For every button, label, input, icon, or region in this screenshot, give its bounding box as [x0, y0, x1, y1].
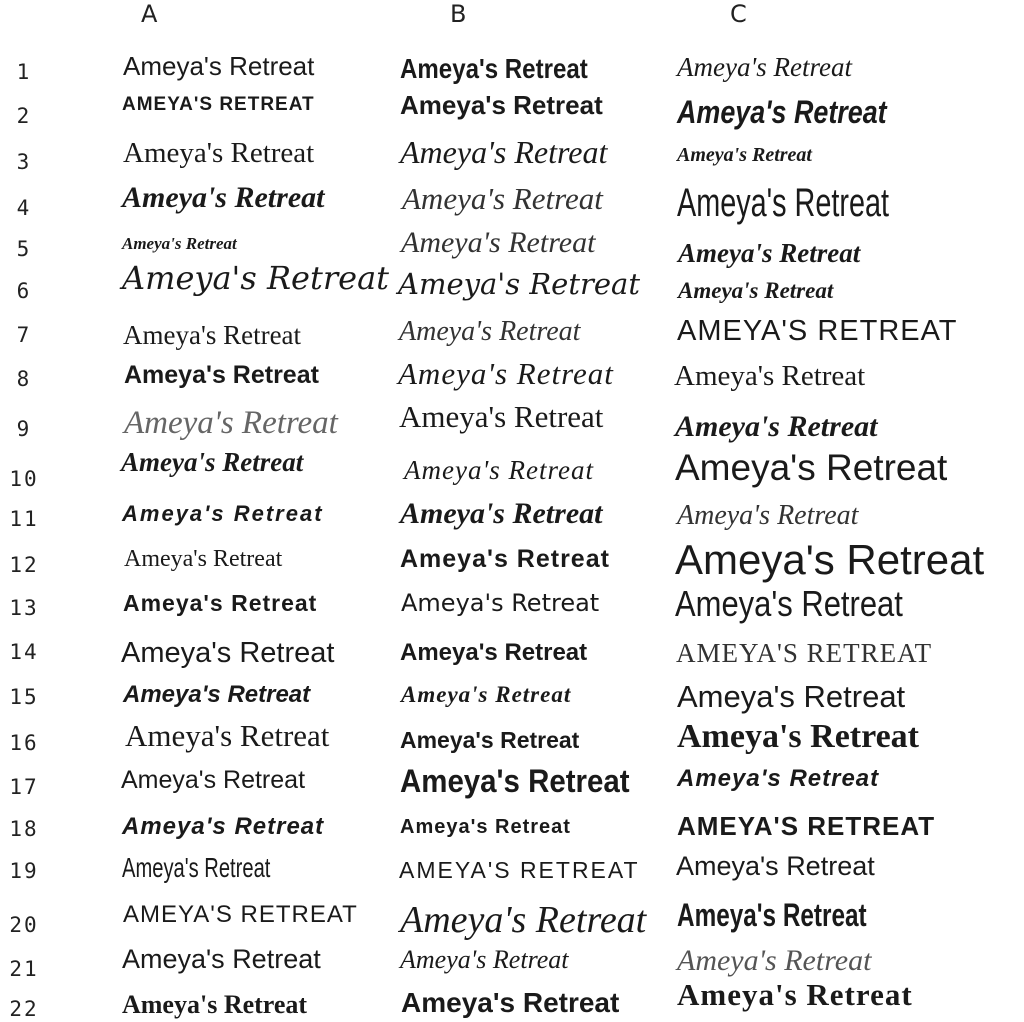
sample-a4: Ameya's Retreat	[122, 181, 325, 214]
sample-b21: Ameya's Retreat	[400, 945, 569, 974]
sample-b19: AMEYA'S RETREAT	[399, 857, 640, 883]
sample-a14: Ameya's Retreat	[121, 637, 335, 669]
sample-c9: Ameya's Retreat	[675, 410, 878, 443]
row-number-9: 9	[16, 417, 32, 441]
sample-a7: Ameya's Retreat	[123, 320, 302, 350]
sample-a2: AMEYA'S RETREAT	[122, 94, 315, 115]
row-number-13: 13	[9, 596, 39, 620]
column-header-b: B	[450, 0, 467, 28]
sample-c13: Ameya's Retreat	[675, 583, 903, 624]
row-number-21: 21	[9, 957, 39, 981]
sample-c21: Ameya's Retreat	[677, 944, 872, 977]
sample-b6: Ameya's Retreat	[398, 267, 640, 301]
sample-c14: AMEYA'S RETREAT	[676, 638, 933, 668]
row-number-14: 14	[9, 640, 39, 664]
sample-b14: Ameya's Retreat	[400, 639, 588, 666]
sample-b18: Ameya's Retreat	[400, 816, 571, 838]
sample-c8: Ameya's Retreat	[674, 360, 866, 392]
sample-a8: Ameya's Retreat	[124, 361, 319, 389]
sample-c11: Ameya's Retreat	[677, 500, 859, 531]
row-number-5: 5	[16, 237, 32, 261]
sample-b10: Ameya's Retreat	[404, 455, 594, 485]
sample-c1: Ameya's Retreat	[677, 52, 852, 82]
column-header-c: C	[730, 0, 747, 28]
sample-a16: Ameya's Retreat	[125, 718, 330, 753]
sample-c2: Ameya's Retreat	[677, 94, 887, 130]
row-number-22: 22	[9, 997, 39, 1021]
sample-b13: Ameya's Retreat	[401, 589, 600, 617]
row-number-3: 3	[16, 150, 32, 174]
sample-b3: Ameya's Retreat	[400, 134, 608, 170]
sample-c18: AMEYA'S RETREAT	[677, 811, 936, 841]
sample-a20: AMEYA'S RETREAT	[123, 901, 358, 928]
sample-c22: Ameya's Retreat	[677, 977, 913, 1012]
row-number-18: 18	[9, 817, 39, 841]
sample-b12: Ameya's Retreat	[400, 545, 610, 573]
row-number-2: 2	[16, 104, 32, 128]
sample-a13: Ameya's Retreat	[123, 590, 318, 616]
sample-c4: Ameya's Retreat	[677, 181, 889, 225]
sample-c16: Ameya's Retreat	[677, 718, 920, 755]
row-number-12: 12	[9, 553, 39, 577]
row-number-8: 8	[16, 367, 32, 391]
sample-b8: Ameya's Retreat	[398, 356, 614, 391]
sample-a6: Ameya's Retreat	[122, 259, 389, 297]
row-number-11: 11	[9, 507, 39, 531]
sample-a21: Ameya's Retreat	[122, 944, 321, 974]
sample-a15: Ameya's Retreat	[123, 681, 311, 708]
sample-b17: Ameya's Retreat	[400, 763, 630, 799]
sample-a18: Ameya's Retreat	[122, 813, 325, 840]
sample-a10: Ameya's Retreat	[121, 447, 304, 477]
sample-c12: Ameya's Retreat	[675, 536, 985, 583]
sample-c20: Ameya's Retreat	[677, 897, 867, 933]
sample-b15: Ameya's Retreat	[401, 682, 572, 707]
sample-b5: Ameya's Retreat	[401, 226, 596, 259]
row-number-15: 15	[9, 685, 39, 709]
row-number-10: 10	[9, 467, 39, 491]
sample-a11: Ameya's Retreat	[122, 501, 324, 526]
sample-a5: Ameya's Retreat	[122, 234, 237, 253]
row-number-16: 16	[9, 731, 39, 755]
row-number-20: 20	[9, 913, 39, 937]
sample-c6: Ameya's Retreat	[678, 278, 834, 303]
row-number-7: 7	[16, 323, 32, 347]
sample-a3: Ameya's Retreat	[123, 137, 315, 169]
sample-b2: Ameya's Retreat	[400, 90, 603, 120]
sample-a19: Ameya's Retreat	[122, 852, 271, 883]
row-number-19: 19	[9, 859, 39, 883]
sample-a12: Ameya's Retreat	[124, 546, 283, 572]
sample-a9: Ameya's Retreat	[124, 405, 338, 441]
sample-b22: Ameya's Retreat	[401, 987, 620, 1018]
row-number-17: 17	[9, 775, 39, 799]
sample-b4: Ameya's Retreat	[402, 181, 603, 216]
sample-c3: Ameya's Retreat	[677, 144, 812, 166]
sample-b20: Ameya's Retreat	[400, 899, 647, 941]
sample-b11: Ameya's Retreat	[400, 497, 603, 530]
sample-c17: Ameya's Retreat	[677, 765, 880, 792]
sample-a22: Ameya's Retreat	[122, 990, 308, 1019]
sample-b9: Ameya's Retreat	[399, 399, 604, 434]
row-number-6: 6	[16, 279, 32, 303]
column-header-a: A	[141, 0, 158, 28]
row-number-4: 4	[16, 196, 32, 220]
sample-a17: Ameya's Retreat	[121, 766, 306, 794]
sample-c7: AMEYA'S RETREAT	[677, 315, 958, 347]
sample-c10: Ameya's Retreat	[675, 447, 948, 488]
sample-b7: Ameya's Retreat	[399, 316, 581, 347]
sample-c19: Ameya's Retreat	[676, 851, 875, 881]
sample-b1: Ameya's Retreat	[400, 53, 588, 84]
sample-a1: Ameya's Retreat	[123, 51, 315, 81]
sample-c15: Ameya's Retreat	[677, 679, 906, 714]
sample-c5: Ameya's Retreat	[678, 238, 861, 268]
row-number-1: 1	[16, 60, 32, 84]
sample-b16: Ameya's Retreat	[400, 727, 580, 753]
